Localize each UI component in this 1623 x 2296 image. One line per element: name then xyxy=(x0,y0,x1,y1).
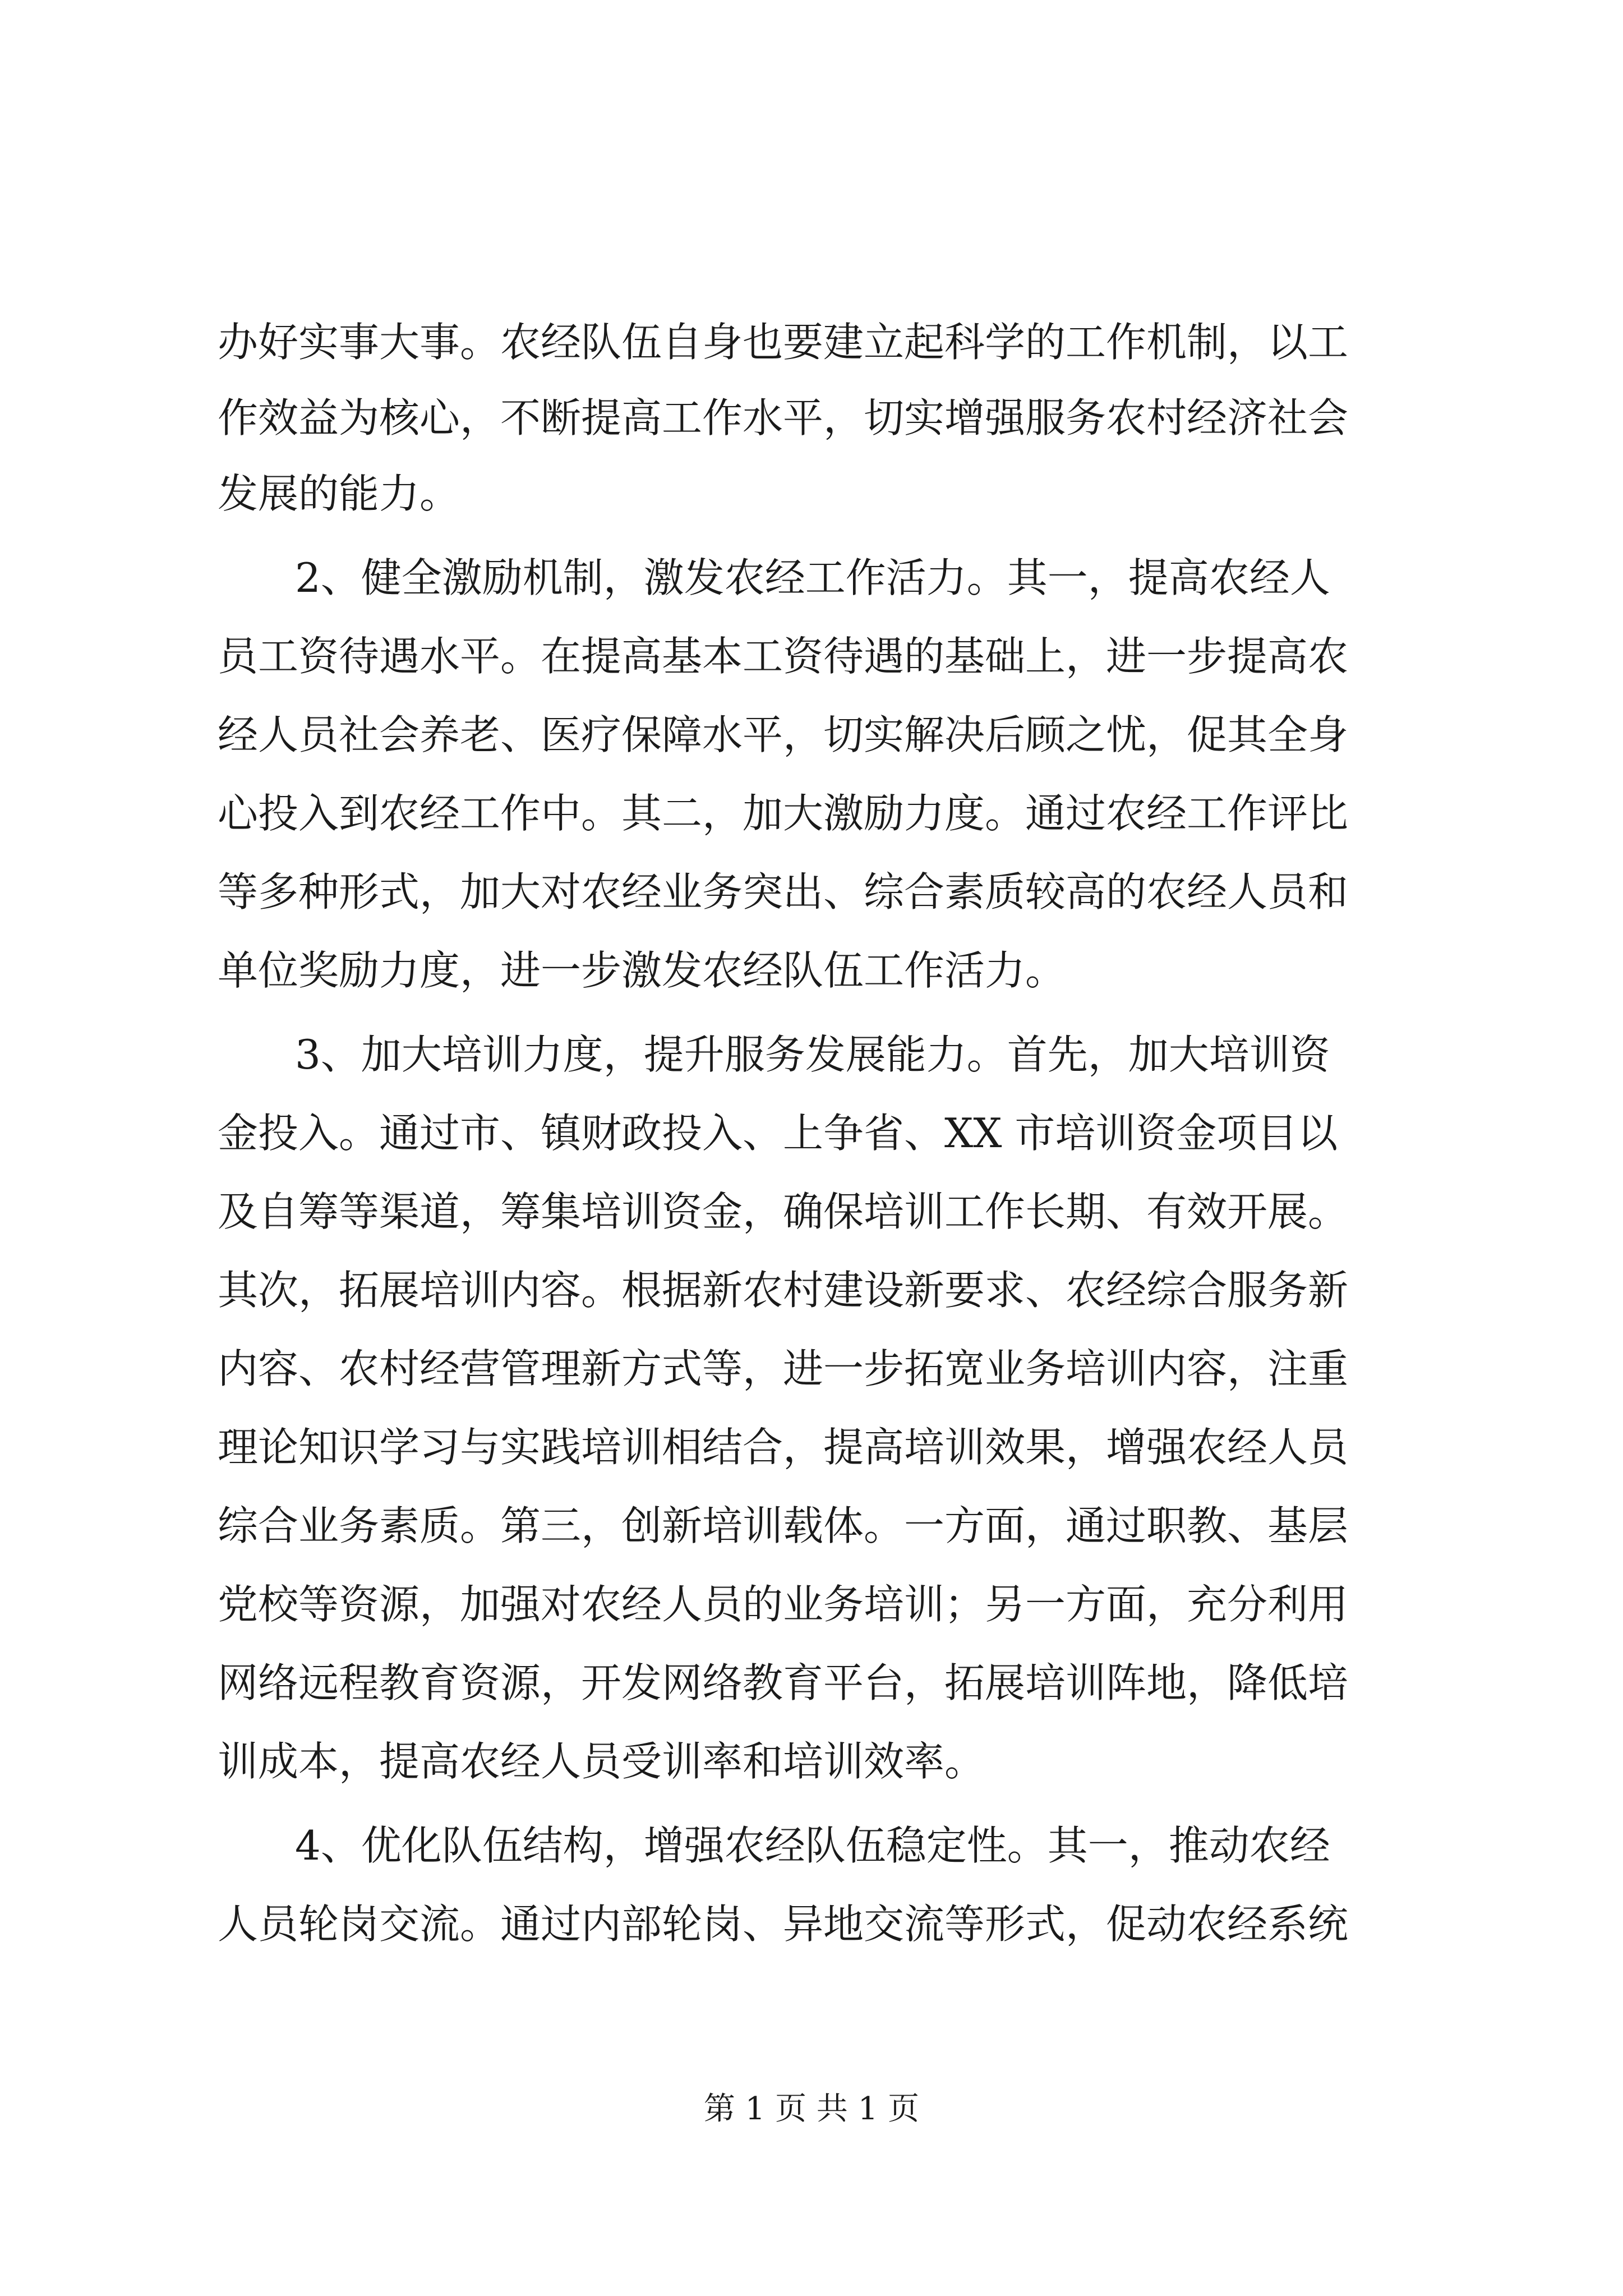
text-line: 心投入到农经工作中。其二，加大激励力度。通过农经工作评比 xyxy=(218,790,1349,837)
paragraph-4-start: 4、优化队伍结构，增强农经队伍稳定性。其一，推动农经 xyxy=(295,1822,1330,1869)
text-line: 理论知识学习与实践培训相结合，提高培训效果，增强农经人员 xyxy=(218,1424,1349,1471)
text-line: 内容、农村经营管理新方式等，进一步拓宽业务培训内容，注重 xyxy=(218,1345,1349,1392)
text-line: 等多种形式，加大对农经业务突出、综合素质较高的农经人员和 xyxy=(218,868,1349,915)
text-line: 办好实事大事。农经队伍自身也要建立起科学的工作机制，以工 xyxy=(218,319,1349,366)
text-line: 发展的能力。 xyxy=(218,470,460,517)
text-line: 其次，拓展培训内容。根据新农村建设新要求、农经综合服务新 xyxy=(218,1267,1349,1314)
text-line: 单位奖励力度，进一步激发农经队伍工作活力。 xyxy=(218,947,1066,994)
text-line: 训成本，提高农经人员受训率和培训效率。 xyxy=(218,1738,985,1785)
text-line: 人员轮岗交流。通过内部轮岗、异地交流等形式，促动农经系统 xyxy=(218,1901,1349,1948)
paragraph-2-start: 2、健全激励机制，激发农经工作活力。其一，提高农经人 xyxy=(295,554,1330,601)
paragraph-3-start: 3、加大培训力度，提升服务发展能力。首先，加大培训资 xyxy=(295,1031,1330,1078)
text-line: 金投入。通过市、镇财政投入、上争省、XX 市培训资金项目以 xyxy=(218,1110,1338,1157)
text-line: 网络远程教育资源，开发网络教育平台，拓展培训阵地，降低培 xyxy=(218,1659,1349,1706)
text-line: 作效益为核心，不断提高工作水平，切实增强服务农村经济社会 xyxy=(218,394,1349,441)
page-footer: 第 1 页 共 1 页 xyxy=(703,2091,920,2127)
text-line: 员工资待遇水平。在提高基本工资待遇的基础上，进一步提高农 xyxy=(218,633,1349,680)
text-line: 综合业务素质。第三，创新培训载体。一方面，通过职教、基层 xyxy=(218,1502,1349,1549)
text-line: 经人员社会养老、医疗保障水平，切实解决后顾之忧，促其全身 xyxy=(218,711,1349,758)
text-line: 及自筹等渠道，筹集培训资金，确保培训工作长期、有效开展。 xyxy=(218,1188,1349,1235)
text-line: 党校等资源，加强对农经人员的业务培训；另一方面，充分利用 xyxy=(218,1581,1349,1628)
